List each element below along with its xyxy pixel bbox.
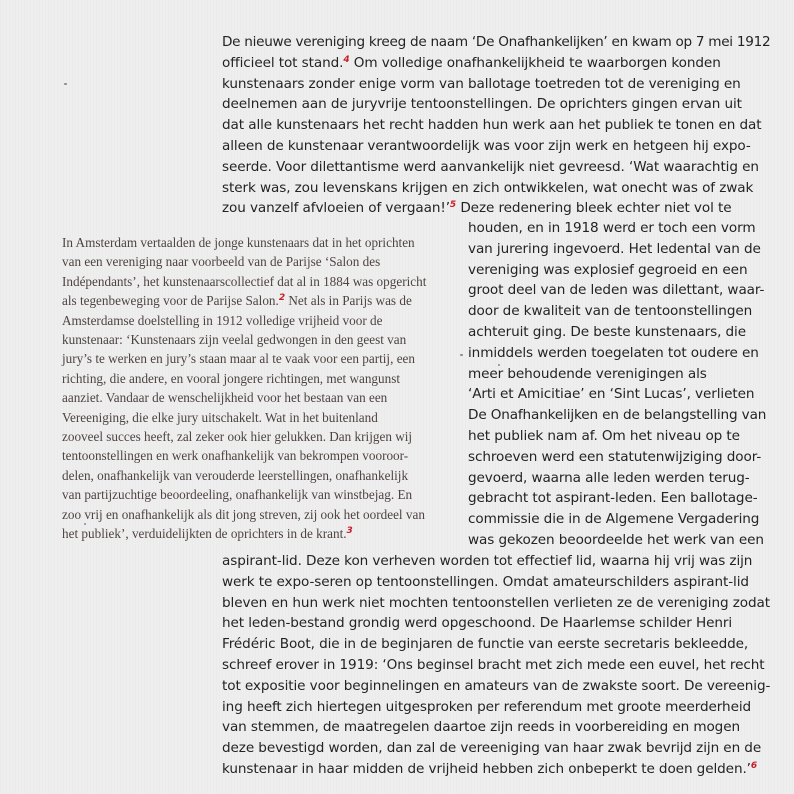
- line-text: De Onafhankelijken en de belangstelling van: [468, 407, 767, 424]
- bottom-line: [222, 699, 751, 715]
- right-line: [468, 428, 740, 444]
- scan-speck: [498, 364, 500, 366]
- line-text: van partijzuchtige beoordeeling, onafhankelijk van winstbejag. En: [62, 487, 413, 503]
- line-text: Indépendants’, het kunstenaarscollectief dat al in 1884 was opgericht: [62, 273, 427, 289]
- top-line: [222, 76, 741, 92]
- line-text: Amsterdamse doelstelling in 1912 volledige vrijheid voor de: [62, 312, 383, 328]
- scan-speck: [64, 83, 67, 85]
- right-line: [468, 241, 761, 257]
- sidebar-line: [62, 410, 378, 426]
- right-line: [468, 345, 759, 361]
- right-line: [468, 324, 746, 340]
- right-line: [468, 532, 764, 548]
- line-text: zou vanzelf afvloeien of vergaan!’: [222, 200, 450, 217]
- sidebar-line: [62, 351, 415, 367]
- line-text: aspirant-lid. Deze kon verheven worden tot effectief lid, waarna hij vrij was zijn: [222, 553, 753, 569]
- line-text: meer behoudende verenigingen als: [468, 365, 707, 382]
- right-line: [468, 303, 752, 319]
- sidebar-line: [62, 332, 406, 348]
- line-text: het publiek’, verduidelijkten de oprichters in de krant.: [62, 526, 347, 541]
- top-line: [222, 55, 721, 71]
- top-line: [222, 159, 759, 175]
- footnote-marker[interactable]: 6: [750, 761, 758, 771]
- line-text: Vereeniging, die elke jury uitschakelt. Wat in het buitenland: [62, 409, 378, 425]
- sidebar-line: [62, 448, 408, 464]
- sidebar-line: [62, 254, 380, 270]
- top-line: [222, 200, 731, 216]
- line-text: sterk was, zou levenskans krijgen en zich ontwikkelen, wat onecht was of zwak: [222, 179, 754, 196]
- line-text: vereniging was explosief gegroeid en een: [468, 261, 748, 278]
- right-line: [468, 262, 747, 278]
- line-text: deze bevestigd worden, dan zal de vereeniging van haar zwak bevrijd zijn en de: [222, 740, 762, 757]
- sidebar-line: [62, 390, 387, 406]
- footnote-marker[interactable]: 3: [346, 526, 353, 536]
- line-text: deelnemen aan de juryvrije tentoonstellingen. De oprichters gingen ervan uit: [222, 96, 742, 113]
- bottom-line: [222, 657, 764, 673]
- sidebar-line: [62, 468, 408, 484]
- line-text: kunstenaar in haar midden de vrijheid hebben zich onbeperkt te doen gelden.’: [222, 761, 751, 777]
- right-line: [468, 220, 755, 236]
- sidebar-line: [62, 313, 382, 329]
- scan-speck: [84, 523, 86, 525]
- line-text: als tegenbeweging voor de Parijse Salon.: [62, 293, 279, 309]
- right-line: [468, 407, 766, 423]
- line-text-continued: Deze redenering bleek echter niet vol te: [456, 200, 732, 217]
- bottom-line: [222, 678, 770, 694]
- line-text: gebracht tot aspirant-leden. Een ballotage-: [468, 490, 758, 507]
- line-text: zoo vrij en onafhankelijk als dit jong streven, zij ook het oordeel van: [62, 506, 425, 522]
- line-text: dat alle kunstenaars het recht hadden hun werk aan het publiek te tonen en dat: [222, 117, 762, 134]
- top-line: [222, 180, 753, 196]
- line-text: zooveel succes heeft, zal zeker ook hier gelukken. Dan krijgen wij: [62, 429, 413, 444]
- line-text: commissie die in de Algemene Vergadering: [468, 511, 760, 528]
- line-text: van stemmen, de maatregelen daartoe zijn reeds in voorbereiding en mogen: [222, 719, 740, 736]
- line-text: kunstenaars zonder enige vorm van ballotage toetreden tot de vereniging en: [222, 75, 741, 92]
- line-text: het publiek nam af. Om het niveau op te: [468, 428, 740, 444]
- bottom-line: [222, 615, 732, 631]
- sidebar-line: [62, 429, 412, 445]
- line-text: bleven en hun werk niet mochten tentoonstellen verlieten ze de vereniging zodat: [222, 594, 770, 611]
- scan-speck: [460, 354, 463, 356]
- sidebar-line: [62, 371, 400, 387]
- line-text: aanziet. Vandaar de wenschelijkheid voor het bestaan van een: [62, 390, 388, 406]
- line-text: officieel tot stand.: [222, 54, 344, 71]
- right-line: [468, 490, 758, 506]
- bottom-line: [222, 574, 749, 590]
- top-line: [222, 96, 742, 112]
- sidebar-line: [62, 526, 353, 542]
- sidebar-line: [62, 487, 412, 503]
- right-line: [468, 282, 764, 298]
- footnote-marker[interactable]: 5: [449, 200, 457, 211]
- top-line: [222, 138, 751, 154]
- line-text: werk te expo-seren op tentoonstellingen. Omdat amateurschilders aspirant-lid: [222, 573, 749, 590]
- line-text: houden, en in 1918 werd er toch een vorm: [468, 220, 756, 236]
- line-text: achteruit ging. De beste kunstenaars, die: [468, 324, 746, 340]
- right-line: [468, 511, 759, 527]
- line-text: jury’s te werken en jury’s staan maar al te vaak voor een partij, een: [62, 351, 415, 367]
- bottom-line: [222, 719, 740, 735]
- top-line: [222, 34, 770, 50]
- top-line: [222, 117, 761, 133]
- line-text: het leden-bestand grondig werd opgeschoond. De Haarlemse schilder Henri: [222, 615, 733, 632]
- line-text: door de kwaliteit van de tentoonstellingen: [468, 303, 753, 320]
- sidebar-line: [62, 507, 425, 523]
- line-text: kunstenaar: ‘Kunstenaars zijn veelal gedwongen in den geest van: [62, 332, 407, 347]
- right-line: [468, 386, 754, 402]
- line-text: In Amsterdam vertaalden de jonge kunstenaars dat in het oprichten: [62, 235, 415, 250]
- sidebar-line: [62, 293, 412, 309]
- bottom-line: [222, 553, 752, 569]
- line-text: seerde. Voor dilettantisme werd aanvankelijk niet gevreesd. ‘Wat waarachtig en: [222, 158, 759, 175]
- bottom-line: [222, 740, 761, 756]
- line-text: ing heeft zich hiertegen uitgesproken per referendum met groote meerderheid: [222, 698, 752, 715]
- bottom-line: [222, 595, 770, 611]
- line-text: van jurering ingevoerd. Het ledental van de: [468, 240, 761, 257]
- line-text: schreef erover in 1919: ‘Ons beginsel bracht met zich mede een euvel, het recht: [222, 657, 765, 673]
- footnote-marker[interactable]: 4: [343, 54, 350, 65]
- line-text: van een vereniging naar voorbeeld van de Parijse ‘Salon des: [62, 254, 381, 270]
- right-line: [468, 470, 750, 486]
- footnote-marker[interactable]: 2: [278, 293, 286, 304]
- sidebar-line: [62, 235, 415, 251]
- line-text: delen, onafhankelijk van verouderde leerstellingen, onafhankelijk: [62, 467, 409, 483]
- right-line: [468, 449, 761, 465]
- line-text-continued: Net als in Parijs was de: [285, 293, 412, 309]
- line-text: Frédéric Boot, die in de beginjaren de functie van eerste secretaris bekleedde,: [222, 636, 749, 653]
- line-text: inmiddels werden toegelaten tot oudere en: [468, 344, 759, 361]
- line-text: schroeven werd een statutenwijziging door-: [468, 448, 762, 465]
- line-text: tot expositie voor beginnelingen en amateurs van de zwakste soort. De vereenig-: [222, 677, 771, 694]
- line-text-continued: Om volledige onafhankelijkheid te waarborgen konden: [349, 54, 721, 71]
- line-text: groot deel van de leden was dilettant, waar-: [468, 282, 765, 299]
- sidebar-line: [62, 274, 426, 290]
- line-text: ‘Arti et Amicitiae’ en ‘Sint Lucas’, verlieten: [468, 386, 755, 403]
- bottom-line: [222, 636, 748, 652]
- line-text: De nieuwe vereniging kreeg de naam ‘De Onafhankelijken’ en kwam op 7 mei 1912: [222, 34, 771, 50]
- line-text: was gekozen beoordeelde het werk van een: [468, 532, 764, 548]
- line-text: gevoerd, waarna alle leden werden terug-: [468, 469, 750, 486]
- line-text: alleen de kunstenaar verantwoordelijk was voor zijn werk en hetgeen hij expo-: [222, 138, 751, 154]
- bottom-line: [222, 761, 757, 777]
- right-line: [468, 366, 707, 382]
- line-text: tentoonstellingen en werk onafhankelijk van bekrompen vooroor-: [62, 448, 409, 464]
- line-text: richting, die andere, en vooral jongere richtingen, met wangunst: [62, 370, 401, 386]
